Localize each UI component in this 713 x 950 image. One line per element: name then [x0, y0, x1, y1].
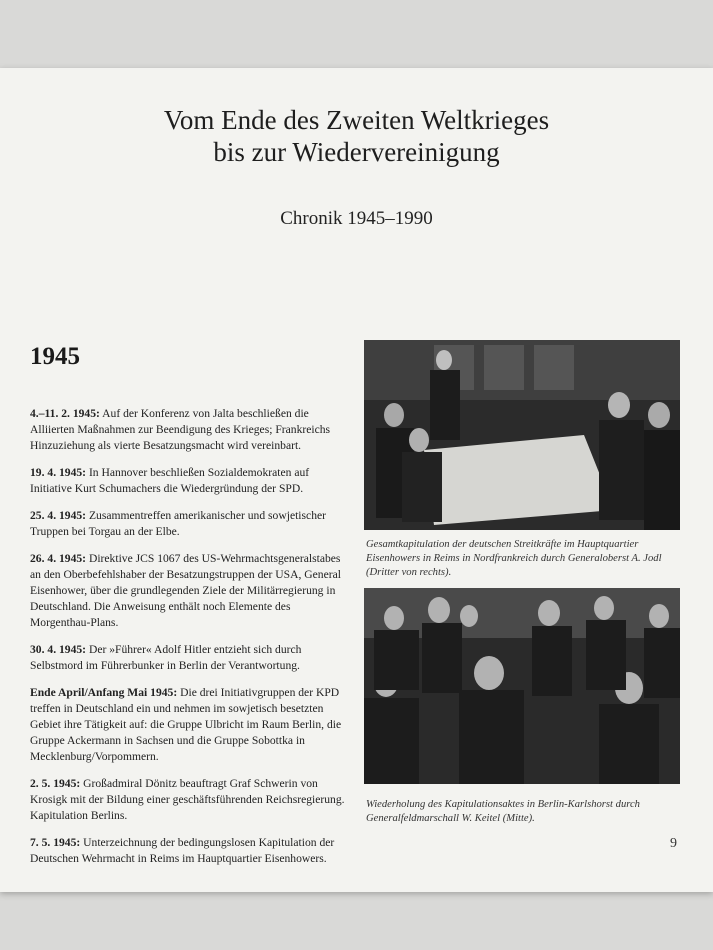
entry-date: 26. 4. 1945:	[30, 552, 87, 565]
entry-text: Großadmiral Dönitz beauftragt Graf Schwerin von Krosigk mit der Bildung einer geschäftsführenden Reichsregierung. Kapitulation Berlins.	[30, 777, 345, 822]
entry-date: 4.–11. 2. 1945:	[30, 407, 100, 420]
photo-karlshorst	[364, 588, 680, 784]
entry-text: Unterzeichnung der bedingungslosen Kapitulation der Deutschen Wehrmacht in Reims im Hauptquartier Eisenhowers.	[30, 836, 335, 865]
entry-text: Zusammentreffen amerikanischer und sowjetischer Truppen bei Torgau an der Elbe.	[30, 509, 326, 538]
chronicle-entry	[30, 508, 348, 540]
photo-reims-surrender	[364, 340, 680, 530]
title-line-1: Vom Ende des Zweiten Weltkrieges	[163, 105, 550, 135]
chronicle-entry	[30, 406, 348, 454]
entry-date: Ende April/Anfang Mai 1945:	[30, 686, 178, 699]
book-page	[0, 68, 713, 892]
chronicle-entry	[30, 685, 348, 765]
title-line-2: bis zur Wiedervereinigung	[213, 137, 500, 167]
chronicle-entry	[30, 642, 348, 674]
entry-date: 7. 5. 1945:	[30, 836, 81, 849]
chronicle-entry	[30, 835, 348, 867]
entry-date: 19. 4. 1945:	[30, 466, 87, 479]
chronicle-entry	[30, 776, 348, 824]
entry-text: Der »Führer« Adolf Hitler entzieht sich durch Selbstmord im Führerbunker in Berlin der Verantwortung.	[30, 643, 302, 672]
page-title	[0, 104, 713, 168]
chronicle-entry	[30, 465, 348, 497]
entry-text: Auf der Konferenz von Jalta beschließen die Alliierten Maßnahmen zur Beendigung des Krieges; Frankreichs Hinzuziehung als vierte Besatzungsmacht wird vereinbart.	[30, 407, 331, 452]
entry-text: Die drei Initiativgruppen der KPD treffen in Deutschland ein und nehmen im sowjetisch besetzten Gebiet ihre Tätigkeit auf: die Gruppe Ulbricht im Raum Berlin, die Gruppe Ackermann in Sachsen und die Gruppe Sobottka in Mecklenburg/Vorpommern.	[30, 686, 342, 763]
entry-date: 2. 5. 1945:	[30, 777, 81, 790]
entry-text: In Hannover beschließen Sozialdemokraten auf Initiative Kurt Schumachers die Wiedergründung der SPD.	[30, 466, 310, 495]
year-heading: 1945	[30, 343, 80, 370]
chronicle-entry	[30, 551, 348, 631]
page-subtitle: Chronik 1945–1990	[280, 208, 433, 229]
chronicle-entries	[30, 406, 348, 878]
entry-date: 30. 4. 1945:	[30, 643, 87, 656]
page-number: 9	[670, 836, 677, 851]
photo-caption-2: Wiederholung des Kapitulationsaktes in Berlin-Karlshorst durch Generalfeldmarschall W. Keitel (Mitte).	[366, 799, 640, 824]
entry-date: 25. 4. 1945:	[30, 509, 87, 522]
photo-caption-1: Gesamtkapitulation der deutschen Streitkräfte im Hauptquartier Eisenhowers in Reims in Nordfrankreich durch Generaloberst A. Jodl (Dritter von rechts).	[366, 539, 662, 578]
entry-text: Direktive JCS 1067 des US-Wehrmachtsgeneralstabes an den Oberbefehlshaber der Besatzungstruppen der USA, General Eisenhower, über die grundlegenden Ziele der Militärregierung in Deutschland. Die Anweisung enthält noch Elemente des Morgenthau-Plans.	[30, 552, 341, 629]
